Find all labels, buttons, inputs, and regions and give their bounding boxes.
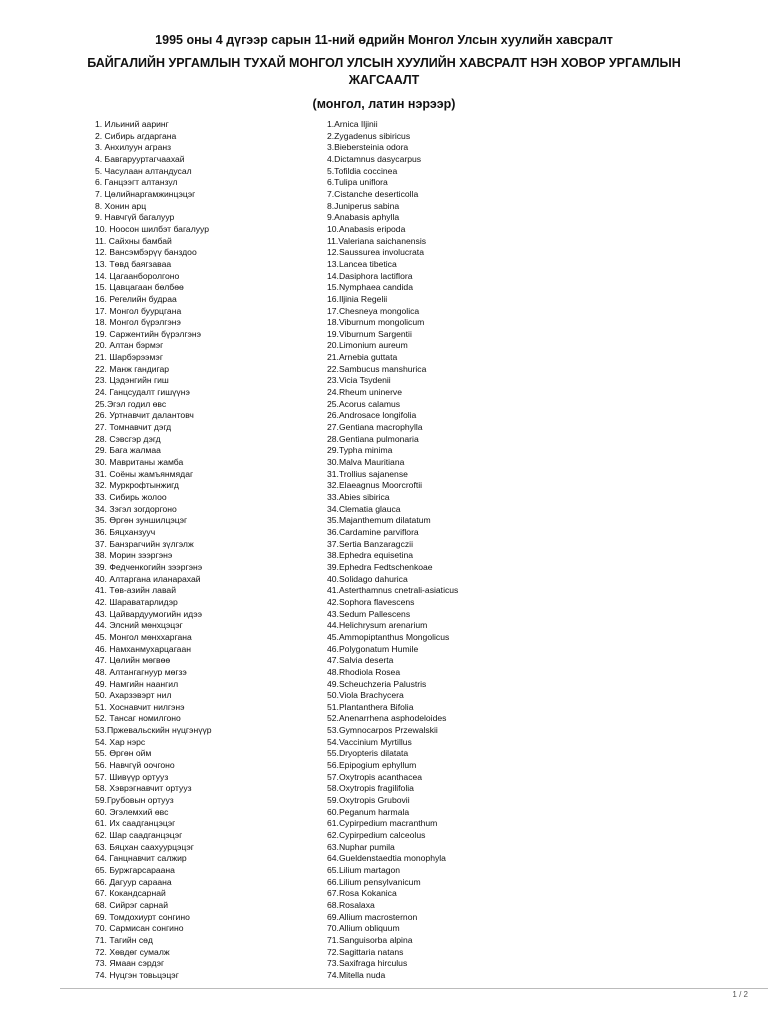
- latin-name-item: 7.Cistanche deserticolla: [327, 188, 419, 199]
- latin-name-item: 29.Typha minima: [327, 445, 393, 456]
- latin-name-item: 41.Asterthamnus cnetrali-asiaticus: [327, 585, 459, 596]
- mongolian-name-item: 6. Ганцээгт алтанзул: [95, 177, 178, 188]
- mongolian-name-item: 34. Зэгэл зогдоргоно: [95, 503, 177, 514]
- mongolian-name-item: 25.Эгэл годил өвс: [95, 398, 167, 409]
- latin-name-item: 73.Saxifraga hirculus: [327, 958, 408, 969]
- latin-name-item: 51.Plantanthera Bifolia: [327, 701, 414, 712]
- latin-name-item: 44.Helichrysum arenarium: [327, 620, 428, 631]
- latin-name-item: 43.Sedum Pallescens: [327, 608, 411, 619]
- mongolian-name-item: 18. Монгол бүрэлгэнэ: [95, 317, 181, 328]
- mongolian-name-item: 57. Шивүүр ортууз: [95, 771, 169, 782]
- mongolian-name-item: 28. Сэвсгэр дэгд: [95, 433, 161, 444]
- latin-name-item: 4.Dictamnus dasycarpus: [327, 153, 422, 164]
- latin-name-item: 25.Acorus calamus: [327, 398, 401, 409]
- mongolian-name-item: 10. Ноосон шилбэт багалуур: [95, 223, 209, 234]
- mongolian-name-item: 15. Цавцагаан бөлбөө: [95, 282, 184, 293]
- latin-name-item: 69.Allium macrosternon: [327, 911, 418, 922]
- mongolian-name-item: 36. Бяцханзууч: [95, 526, 156, 537]
- latin-name-item: 36.Cardamine parviflora: [327, 526, 419, 537]
- mongolian-name-item: 7. Цөлийнаргамжинцэцэг: [95, 188, 196, 199]
- mongolian-name-item: 72. Хөвдөг сумалж: [95, 946, 170, 957]
- mongolian-name-item: 44. Элсний мөнхцэцэг: [95, 620, 183, 631]
- mongolian-name-item: 27. Томнавчит дэгд: [95, 422, 172, 433]
- latin-name-item: 11.Valeriana saichanensis: [327, 235, 427, 246]
- latin-name-item: 16.Iljinia Regelii: [327, 293, 388, 304]
- latin-name-item: 47.Salvia deserta: [327, 655, 394, 666]
- mongolian-name-item: 29. Бага жалмаа: [95, 445, 161, 456]
- mongolian-name-item: 64. Ганцнавчит салжир: [95, 853, 187, 864]
- mongolian-name-item: 23. Цэдэнгийн гиш: [95, 375, 169, 386]
- latin-name-item: 9.Anabasis aphylla: [327, 212, 400, 223]
- latin-name-item: 46.Polygonatum Humile: [327, 643, 419, 654]
- mongolian-name-item: 54. Хар нэрс: [95, 736, 146, 747]
- mongolian-name-item: 22. Манж гандигар: [95, 363, 170, 374]
- latin-name-item: 14.Dasiphora lactiflora: [327, 270, 413, 281]
- latin-name-item: 66.Lilium pensylvanicum: [327, 876, 421, 887]
- latin-name-item: 30.Malva Mauritiana: [327, 457, 405, 468]
- mongolian-name-item: 46. Намханмухарцагаан: [95, 643, 191, 654]
- mongolian-name-item: 48. Алтангагнуур мөгзэ: [95, 666, 187, 677]
- mongolian-name-item: 47. Цөлийн мөгвөө: [95, 655, 171, 666]
- latin-name-item: 18.Viburnum mongolicum: [327, 317, 425, 328]
- mongolian-name-item: 61. Их саадганцэцэг: [95, 818, 176, 829]
- mongolian-name-item: 60. Эгэлемхий өвс: [95, 806, 169, 817]
- latin-name-item: 48.Rhodiola Rosea: [327, 666, 401, 677]
- latin-name-item: 58.Oxytropis fragilifolia: [327, 783, 414, 794]
- mongolian-name-item: 26. Уртнавчит далантовч: [95, 410, 194, 421]
- mongolian-name-item: 70. Сармисан сонгино: [95, 923, 184, 934]
- mongolian-name-item: 71. Тагийн сөд: [95, 934, 153, 945]
- latin-name-item: 52.Anenarrhena asphodeloides: [327, 713, 447, 724]
- latin-name-item: 3.Biebersteinia odora: [327, 142, 409, 153]
- latin-name-item: 17.Chesneya mongolica: [327, 305, 420, 316]
- mongolian-name-item: 39. Федченкогийн зээргэнэ: [95, 561, 203, 572]
- mongolian-name-item: 42. Шараватарлидэр: [95, 596, 178, 607]
- mongolian-name-item: 66. Дагуур сараана: [95, 876, 172, 887]
- latin-name-item: 15.Nymphaea candida: [327, 282, 413, 293]
- mongolian-name-item: 55. Өргөн ойм: [95, 748, 152, 759]
- mongolian-name-item: 50. Ахарзэвэрт нил: [95, 690, 172, 701]
- mongolian-name-item: 65. Буржгарсараана: [95, 865, 175, 875]
- mongolian-name-item: 58. Хэврэгнавчит ортууз: [95, 783, 192, 794]
- footer-divider: [60, 988, 768, 989]
- latin-name-item: 49.Scheuchzeria Palustris: [327, 678, 427, 689]
- mongolian-name-item: 51. Хоснавчит нилгэнэ: [95, 701, 185, 712]
- latin-name-item: 53.Gymnocarpos Przewalskii: [327, 725, 438, 736]
- latin-name-item: 22.Sambucus manshurica: [327, 363, 427, 374]
- latin-name-item: 20.Limonium aureum: [327, 340, 408, 351]
- mongolian-name-item: 4. Бавгарууртагчаахай: [95, 153, 185, 164]
- mongolian-name-item: 13. Төвд баягзаваа: [95, 258, 172, 269]
- latin-name-item: 37.Sertia Banzaragczii: [327, 538, 413, 549]
- latin-name-item: 72.Sagittaria natans: [327, 946, 404, 957]
- latin-name-item: 63.Nuphar pumila: [327, 841, 395, 852]
- latin-name-item: 65.Lilium martagon: [327, 865, 401, 875]
- mongolian-name-item: 62. Шар саадганцэцэг: [95, 830, 183, 841]
- mongolian-name-item: 2. Сибирь агдаргана: [95, 130, 177, 141]
- mongolian-name-item: 3. Анхилуун агранз: [95, 142, 172, 153]
- latin-name-item: 40.Solidago dahurica: [327, 573, 408, 584]
- latin-name-item: 12.Saussurea involucrata: [327, 247, 424, 258]
- latin-name-item: 13.Lancea tibetica: [327, 258, 397, 269]
- mongolian-name-item: 8. Хонин арц: [95, 200, 147, 211]
- latin-name-item: 55.Dryopteris dilatata: [327, 748, 409, 759]
- mongolian-name-item: 56. Навчгүй оочгоно: [95, 760, 175, 771]
- latin-name-item: 31.Trollius sajanense: [327, 468, 408, 479]
- mongolian-name-item: 21. Шарбэрээмэг: [95, 352, 163, 363]
- latin-name-item: 61.Cypirpedium macranthum: [327, 818, 438, 829]
- header-line: 1995 оны 4 дүгээр сарын 11-ний өдрийн Монгол Улсын хуулийн хавсралт: [155, 33, 613, 47]
- mongolian-name-item: 69. Томдохиурт сонгино: [95, 911, 190, 922]
- mongolian-name-item: 12. Вансэмбэрүү банздоо: [95, 247, 197, 258]
- latin-name-item: 62.Cypirpedium calceolus: [327, 830, 426, 841]
- mongolian-name-item: 45. Монгол мөнххаргана: [95, 631, 192, 642]
- latin-name-item: 70.Allium obliquum: [327, 923, 400, 934]
- latin-name-item: 21.Arnebia guttata: [327, 352, 398, 363]
- latin-name-item: 1.Arnica Iljinii: [327, 119, 378, 129]
- latin-name-item: 33.Abies sibirica: [327, 492, 390, 502]
- mongolian-name-item: 68. Сийрэг сарнай: [95, 899, 169, 910]
- mongolian-name-item: 63. Бяцхан саахуурцэцэг: [95, 841, 194, 852]
- mongolian-name-item: 31. Соёны жамъянмядаг: [95, 468, 194, 479]
- mongolian-name-item: 24. Ганцсудалт гишүүнэ: [95, 387, 190, 398]
- document-subtitle: (монгол, латин нэрээр): [312, 97, 456, 111]
- mongolian-name-item: 16. Регелийн будраа: [95, 293, 177, 304]
- mongolian-name-item: 11. Сайхны бамбай: [95, 235, 172, 246]
- mongolian-name-item: 5. Часулаан алтандусал: [95, 165, 192, 176]
- mongolian-name-item: 67. Кокандсарнай: [95, 888, 166, 899]
- mongolian-name-item: 19. Саржентийн бүрэлгэнэ: [95, 328, 201, 339]
- latin-name-item: 27.Gentiana macrophylla: [327, 422, 423, 433]
- mongolian-name-item: 32. Муркрофтынжигд: [95, 480, 179, 491]
- latin-name-item: 68.Rosalaxa: [327, 899, 375, 910]
- latin-name-item: 64.Gueldenstaedtia monophyla: [327, 853, 446, 864]
- latin-name-item: 26.Androsace longifolia: [327, 410, 417, 421]
- mongolian-name-item: 20. Алтан бэрмэг: [95, 340, 164, 351]
- latin-name-item: 54.Vaccinium Myrtillus: [327, 736, 412, 747]
- mongolian-name-item: 38. Морин зээргэнэ: [95, 550, 173, 561]
- latin-name-item: 56.Epipogium ephyllum: [327, 760, 417, 771]
- latin-name-item: 19.Viburnum Sargentii: [327, 328, 412, 339]
- latin-name-item: 39.Ephedra Fedtschenkoae: [327, 561, 433, 572]
- mongolian-name-item: 9. Навчгүй багалуур: [95, 212, 175, 223]
- mongolian-name-item: 35. Өргөн зуншилцэцэг: [95, 515, 188, 526]
- latin-name-item: 59.Oxytropis Grubovii: [327, 795, 410, 806]
- mongolian-name-item: 30. Мавританы жамба: [95, 457, 184, 468]
- latin-name-item: 23.Vicia Tsydenii: [327, 375, 391, 386]
- mongolian-name-item: 41. Төв-азийн лавай: [95, 585, 176, 596]
- latin-name-item: 60.Peganum harmala: [327, 806, 410, 817]
- mongolian-name-item: 37. Банзрагчийн зүлгэлж: [95, 538, 194, 549]
- latin-name-item: 10.Anabasis eripoda: [327, 223, 406, 234]
- latin-name-item: 50.Viola Brachycera: [327, 690, 404, 701]
- latin-name-item: 8.Juniperus sabina: [327, 200, 400, 211]
- mongolian-name-item: 59.Грубовын ортууз: [95, 795, 174, 806]
- mongolian-name-item: 40. Алтаргана иланарахай: [95, 573, 201, 584]
- latin-name-item: 28.Gentiana pulmonaria: [327, 433, 419, 444]
- mongolian-name-item: 49. Намгийн наангил: [95, 678, 179, 689]
- document-title: БАЙГАЛИЙН УРГАМЛЫН ТУХАЙ МОНГОЛ УЛСЫН ХУУЛИЙН ХАВСРАЛТ НЭН ХОВОР УРГАМЛЫН ЖАГСААЛТ: [87, 56, 681, 87]
- mongolian-name-item: 53.Пржевальскийн нүцгэнүүр: [95, 725, 212, 736]
- latin-names-list: [327, 119, 587, 982]
- mongolian-names-list: [95, 119, 310, 982]
- latin-name-item: 2.Zygadenus sibiricus: [327, 130, 411, 141]
- latin-name-item: 34.Clematia glauca: [327, 503, 401, 514]
- latin-name-item: 35.Majanthemum dilatatum: [327, 515, 431, 526]
- latin-name-item: 45.Ammopiptanthus Mongolicus: [327, 631, 450, 642]
- mongolian-name-item: 14. Цагаанборолгоно: [95, 270, 180, 281]
- latin-name-item: 5.Tofildia coccinea: [327, 165, 398, 176]
- latin-name-item: 74.Mitella nuda: [327, 969, 386, 980]
- mongolian-name-item: 74. Нүцгэн товьцэцэг: [95, 969, 179, 980]
- mongolian-name-item: 73. Ямаан сэрдэг: [95, 958, 165, 969]
- mongolian-name-item: 17. Монгол буурцгана: [95, 305, 182, 316]
- mongolian-name-item: 33. Сибирь жолоо: [95, 492, 167, 502]
- latin-name-item: 32.Elaeagnus Moorcroftii: [327, 480, 423, 491]
- mongolian-name-item: 52. Тансаг номилгоно: [95, 713, 181, 724]
- latin-name-item: 6.Tulipa uniflora: [327, 177, 388, 188]
- latin-name-item: 57.Oxytropis acanthacea: [327, 771, 423, 782]
- page-number: 1 / 2: [732, 990, 748, 999]
- mongolian-name-item: 43. Цайвардуумогийн идээ: [95, 608, 203, 619]
- latin-name-item: 24.Rheum uninerve: [327, 387, 403, 398]
- latin-name-item: 67.Rosa Kokanica: [327, 888, 397, 899]
- latin-name-item: 38.Ephedra equisetina: [327, 550, 414, 561]
- latin-name-item: 71.Sanguisorba alpina: [327, 934, 413, 945]
- latin-name-item: 42.Sophora flavescens: [327, 596, 415, 607]
- mongolian-name-item: 1. Ильиний ааринг: [95, 119, 169, 129]
